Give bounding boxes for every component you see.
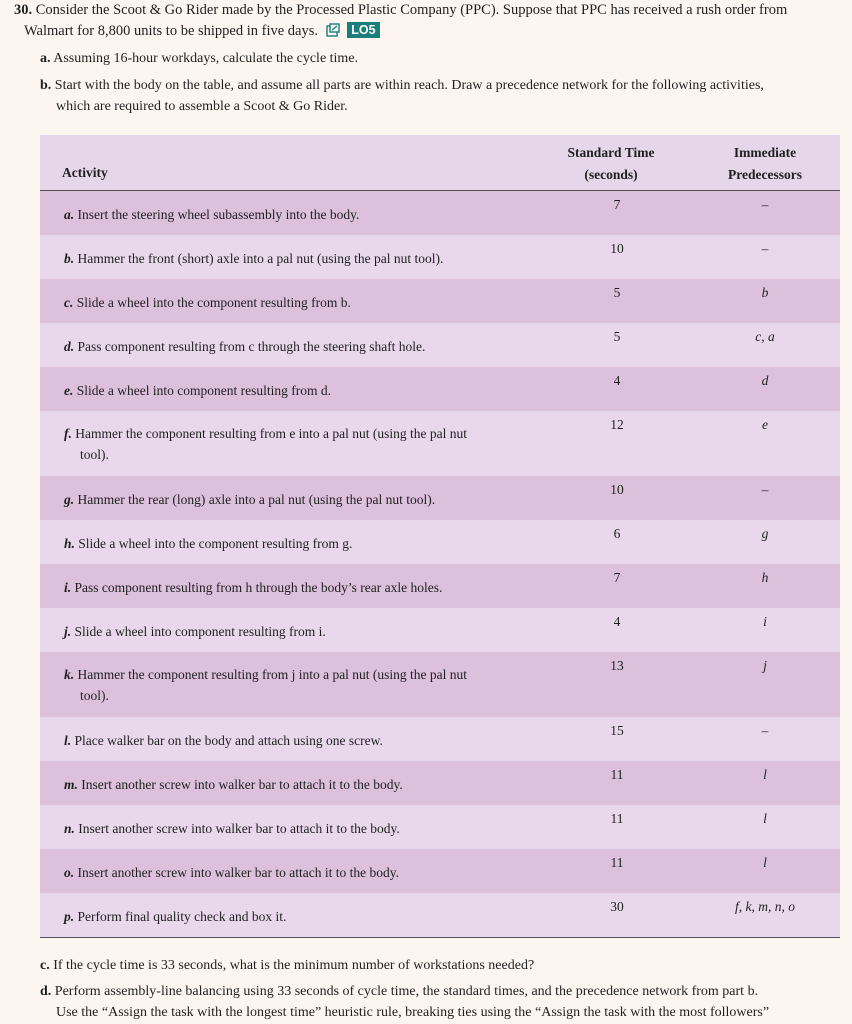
activity-cell (64, 292, 534, 313)
standard-time-cell: 11 (610, 767, 624, 782)
activity-text-continued: tool). (80, 447, 109, 462)
table-row (40, 520, 840, 564)
activity-table (40, 135, 840, 938)
activity-id: n. (64, 821, 75, 836)
activity-cell (64, 489, 534, 510)
activity-cell (64, 818, 534, 839)
activity-id: h. (64, 536, 75, 551)
question-text-line2: Walmart for 8,800 units to be shipped in five days. (24, 23, 319, 39)
activity-id: d. (64, 339, 75, 354)
activity-id: a. (64, 207, 75, 222)
table-header (40, 135, 840, 191)
part-c-label: c. (40, 958, 50, 973)
question-number: 30. (14, 2, 33, 18)
activity-cell (64, 204, 534, 225)
part-b (40, 75, 835, 117)
standard-time-cell: 10 (610, 482, 624, 497)
standard-time-cell: 10 (610, 241, 624, 256)
part-a (40, 48, 835, 69)
table-row (40, 608, 840, 652)
part-d (40, 981, 835, 1023)
standard-time-cell: 5 (613, 285, 621, 300)
predecessors-cell: d (761, 373, 769, 388)
activity-cell (64, 577, 534, 598)
activity-cell (64, 906, 534, 927)
activity-text: Place walker bar on the body and attach using one screw. (74, 733, 383, 748)
table-row (40, 191, 840, 235)
predecessors-cell: – (761, 482, 769, 497)
activity-text: Hammer the component resulting from e into a pal nut (using the pal nut (75, 426, 468, 441)
predecessors-cell: – (761, 241, 769, 256)
activity-text: Hammer the component resulting from j into a pal nut (using the pal nut (77, 667, 468, 682)
standard-time-cell: 11 (610, 855, 624, 870)
header-standard-time: Standard Time (seconds) (567, 145, 655, 182)
table-row (40, 279, 840, 323)
activity-id: o. (64, 865, 75, 880)
activity-cell (64, 664, 534, 706)
table-row (40, 367, 840, 411)
table-row (40, 411, 840, 476)
header-predecessors: Immediate Predecessors (728, 145, 802, 182)
activity-id: b. (64, 251, 75, 266)
activity-cell (64, 248, 534, 269)
predecessors-cell: b (761, 285, 769, 300)
activity-text: Hammer the front (short) axle into a pal nut (using the pal nut tool). (77, 251, 444, 266)
part-b-text-line2: which are required to assemble a Scoot & Go Rider. (56, 99, 348, 114)
part-b-label: b. (40, 78, 52, 93)
standard-time-cell: 6 (613, 526, 621, 541)
activity-cell (64, 533, 534, 554)
question-header (14, 0, 842, 42)
activity-cell (64, 862, 534, 883)
standard-time-cell: 5 (613, 329, 621, 344)
activity-text: Hammer the rear (long) axle into a pal nut (using the pal nut tool). (77, 492, 436, 507)
predecessors-cell: j (763, 658, 767, 673)
activity-id: c. (64, 295, 74, 310)
activity-text: Slide a wheel into component resulting from i. (74, 624, 326, 639)
activity-text: Perform final quality check and box it. (77, 909, 287, 924)
predecessors-cell: e (762, 417, 768, 432)
table-body (40, 191, 840, 937)
standard-time-cell: 4 (613, 373, 621, 388)
lo-badge[interactable]: LO5 (347, 22, 379, 38)
table-row (40, 893, 840, 937)
table-row (40, 564, 840, 608)
predecessors-cell: l (763, 767, 767, 782)
table-row (40, 323, 840, 367)
standard-time-cell: 4 (613, 614, 621, 629)
activity-id: l. (64, 733, 72, 748)
activity-text: Pass component resulting from h through the body’s rear axle holes. (74, 580, 443, 595)
header-activity: Activity (62, 165, 108, 180)
table-row (40, 652, 840, 717)
part-c-text: If the cycle time is 33 seconds, what is the minimum number of workstations needed? (53, 958, 535, 973)
predecessors-cell: g (761, 526, 769, 541)
table-row (40, 717, 840, 761)
activity-cell (64, 423, 534, 465)
predecessors-cell: – (761, 197, 769, 212)
activity-cell (64, 730, 534, 751)
part-a-label: a. (40, 51, 51, 66)
predecessors-cell: – (761, 723, 769, 738)
table-row (40, 476, 840, 520)
activity-text-continued: tool). (80, 688, 109, 703)
predecessors-cell: l (763, 855, 767, 870)
table-row (40, 235, 840, 279)
activity-text: Pass component resulting from c through the steering shaft hole. (77, 339, 426, 354)
part-d-label: d. (40, 984, 52, 999)
activity-text: Insert another screw into walker bar to attach it to the body. (81, 777, 403, 792)
standard-time-cell: 30 (610, 899, 624, 914)
table-bottom-rule (40, 937, 840, 938)
standard-time-cell: 15 (610, 723, 624, 738)
table-row (40, 805, 840, 849)
standard-time-cell: 11 (610, 811, 624, 826)
activity-text: Slide a wheel into the component resulting from g. (78, 536, 353, 551)
predecessors-cell: c, a (755, 329, 775, 344)
part-a-text: Assuming 16-hour workdays, calculate the cycle time. (53, 51, 359, 66)
activity-id: i. (64, 580, 72, 595)
part-d-text-line2: Use the “Assign the task with the longest time” heuristic rule, breaking ties using the “Assign the task with the most followers” (56, 1005, 770, 1020)
activity-cell (64, 380, 534, 401)
standard-time-cell: 12 (610, 417, 624, 432)
activity-text: Slide a wheel into component resulting from d. (76, 383, 331, 398)
predecessors-cell: h (761, 570, 769, 585)
activity-id: m. (64, 777, 78, 792)
table-row (40, 849, 840, 893)
part-d-text-line1: Perform assembly-line balancing using 33 seconds of cycle time, the standard times, and the precedence network from part b. (54, 984, 759, 999)
activity-text: Insert another screw into walker bar to attach it to the body. (78, 821, 400, 836)
activity-id: k. (64, 667, 75, 682)
predecessors-cell: f, k, m, n, o (735, 899, 795, 914)
activity-cell (64, 621, 534, 642)
activity-text: Insert another screw into walker bar to attach it to the body. (77, 865, 400, 880)
predecessors-cell: l (763, 811, 767, 826)
standard-time-cell: 13 (610, 658, 624, 673)
standard-time-cell: 7 (613, 197, 621, 212)
predecessors-cell: i (763, 614, 767, 629)
activity-cell (64, 336, 534, 357)
activity-cell (64, 774, 534, 795)
activity-id: e. (64, 383, 74, 398)
activity-text: Insert the steering wheel subassembly into the body. (77, 207, 360, 222)
part-c (40, 955, 835, 976)
part-b-text-line1: Start with the body on the table, and assume all parts are within reach. Draw a precedence network for the following activities, (54, 78, 764, 93)
activity-text: Slide a wheel into the component resulting from b. (76, 295, 351, 310)
activity-id: f. (64, 426, 72, 441)
activity-id: p. (64, 909, 75, 924)
standard-time-cell: 7 (613, 570, 621, 585)
activity-id: g. (64, 492, 75, 507)
table-row (40, 761, 840, 805)
question-text-line1: Consider the Scoot & Go Rider made by the Processed Plastic Company (PPC). Suppose that PPC has received a rush order from (35, 2, 788, 18)
external-link-icon[interactable] (326, 23, 340, 37)
activity-id: j. (64, 624, 72, 639)
